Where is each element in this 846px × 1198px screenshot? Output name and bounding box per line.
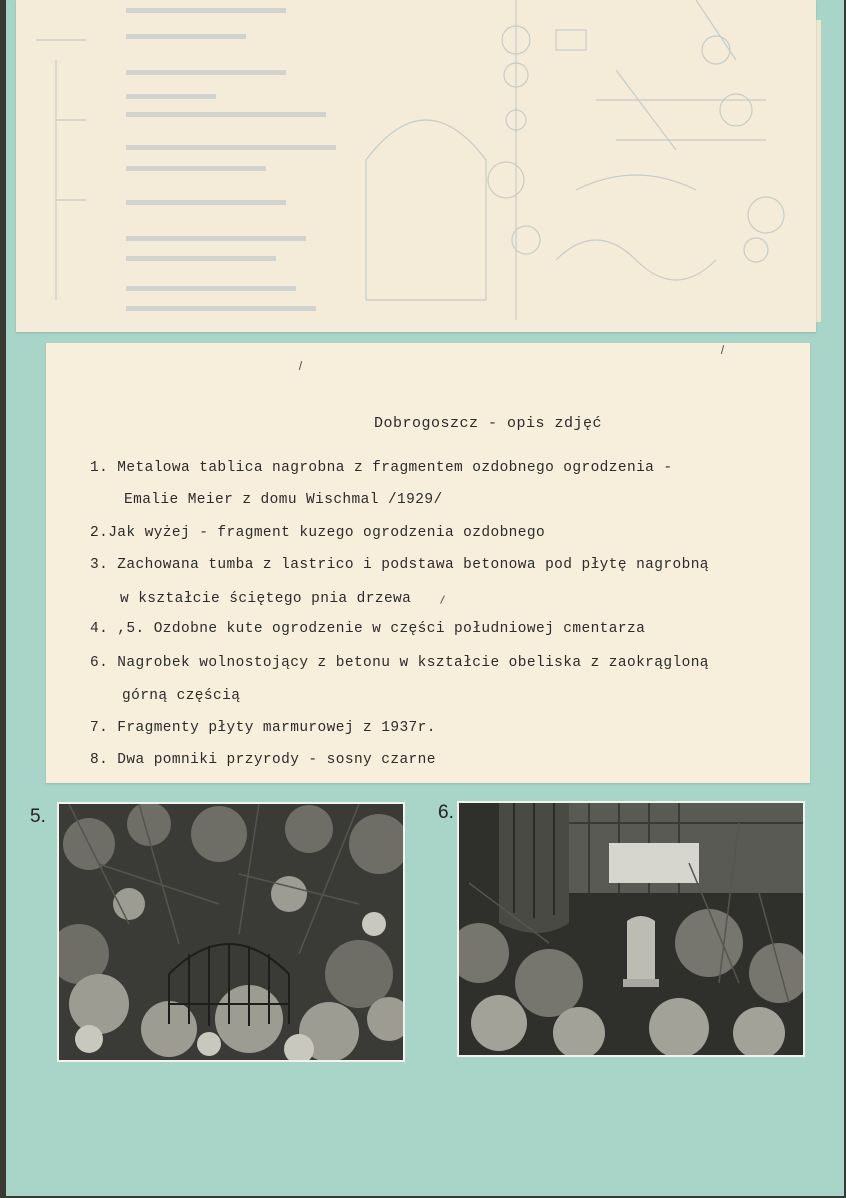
list-item-1: 1. Metalowa tablica nagrobna z fragmentem ozdobnego ogrodzenia - (90, 460, 673, 476)
photo-label-5: 5. (30, 806, 46, 827)
list-item-6-continued: górną częścią (122, 688, 241, 704)
photo-6-obelisk (457, 801, 805, 1057)
list-item-2: 2.Jak wyżej - fragment kuzego ogrodzenia ozdobnego (90, 525, 546, 541)
list-item-4-5: 4. ,5. Ozdobne kute ogrodzenie w części południowej cmentarza (90, 621, 646, 637)
photo-label-6: 6. (438, 802, 454, 823)
mounting-board (6, 0, 844, 1196)
list-item-3: 3. Zachowana tumba z lastrico i podstawa betonowa pod płytę nagrobną (90, 557, 709, 573)
stray-pen-mark (440, 595, 445, 604)
photo-5-fence (57, 802, 405, 1062)
photo-6-image (459, 803, 803, 1055)
description-card (46, 343, 810, 783)
list-item-3-continued: w kształcie ściętego pnia drzewa (120, 591, 412, 607)
stray-pen-mark (299, 361, 302, 370)
list-item-7: 7. Fragmenty płyty marmurowej z 1937r. (90, 720, 436, 736)
faded-bleed-through-drawing (16, 0, 816, 332)
list-item-1-continued: Emalie Meier z domu Wischmal /1929/ (124, 492, 443, 508)
photo-5-image (59, 804, 403, 1060)
list-item-8: 8. Dwa pomniki przyrody - sosny czarne (90, 752, 436, 768)
card-title: Dobrogoszcz - opis zdjęć (374, 415, 603, 432)
stray-pen-mark (721, 345, 724, 354)
faded-document-page (16, 0, 816, 332)
list-item-6: 6. Nagrobek wolnostojący z betonu w kształcie obeliska z zaokrągloną (90, 655, 709, 671)
